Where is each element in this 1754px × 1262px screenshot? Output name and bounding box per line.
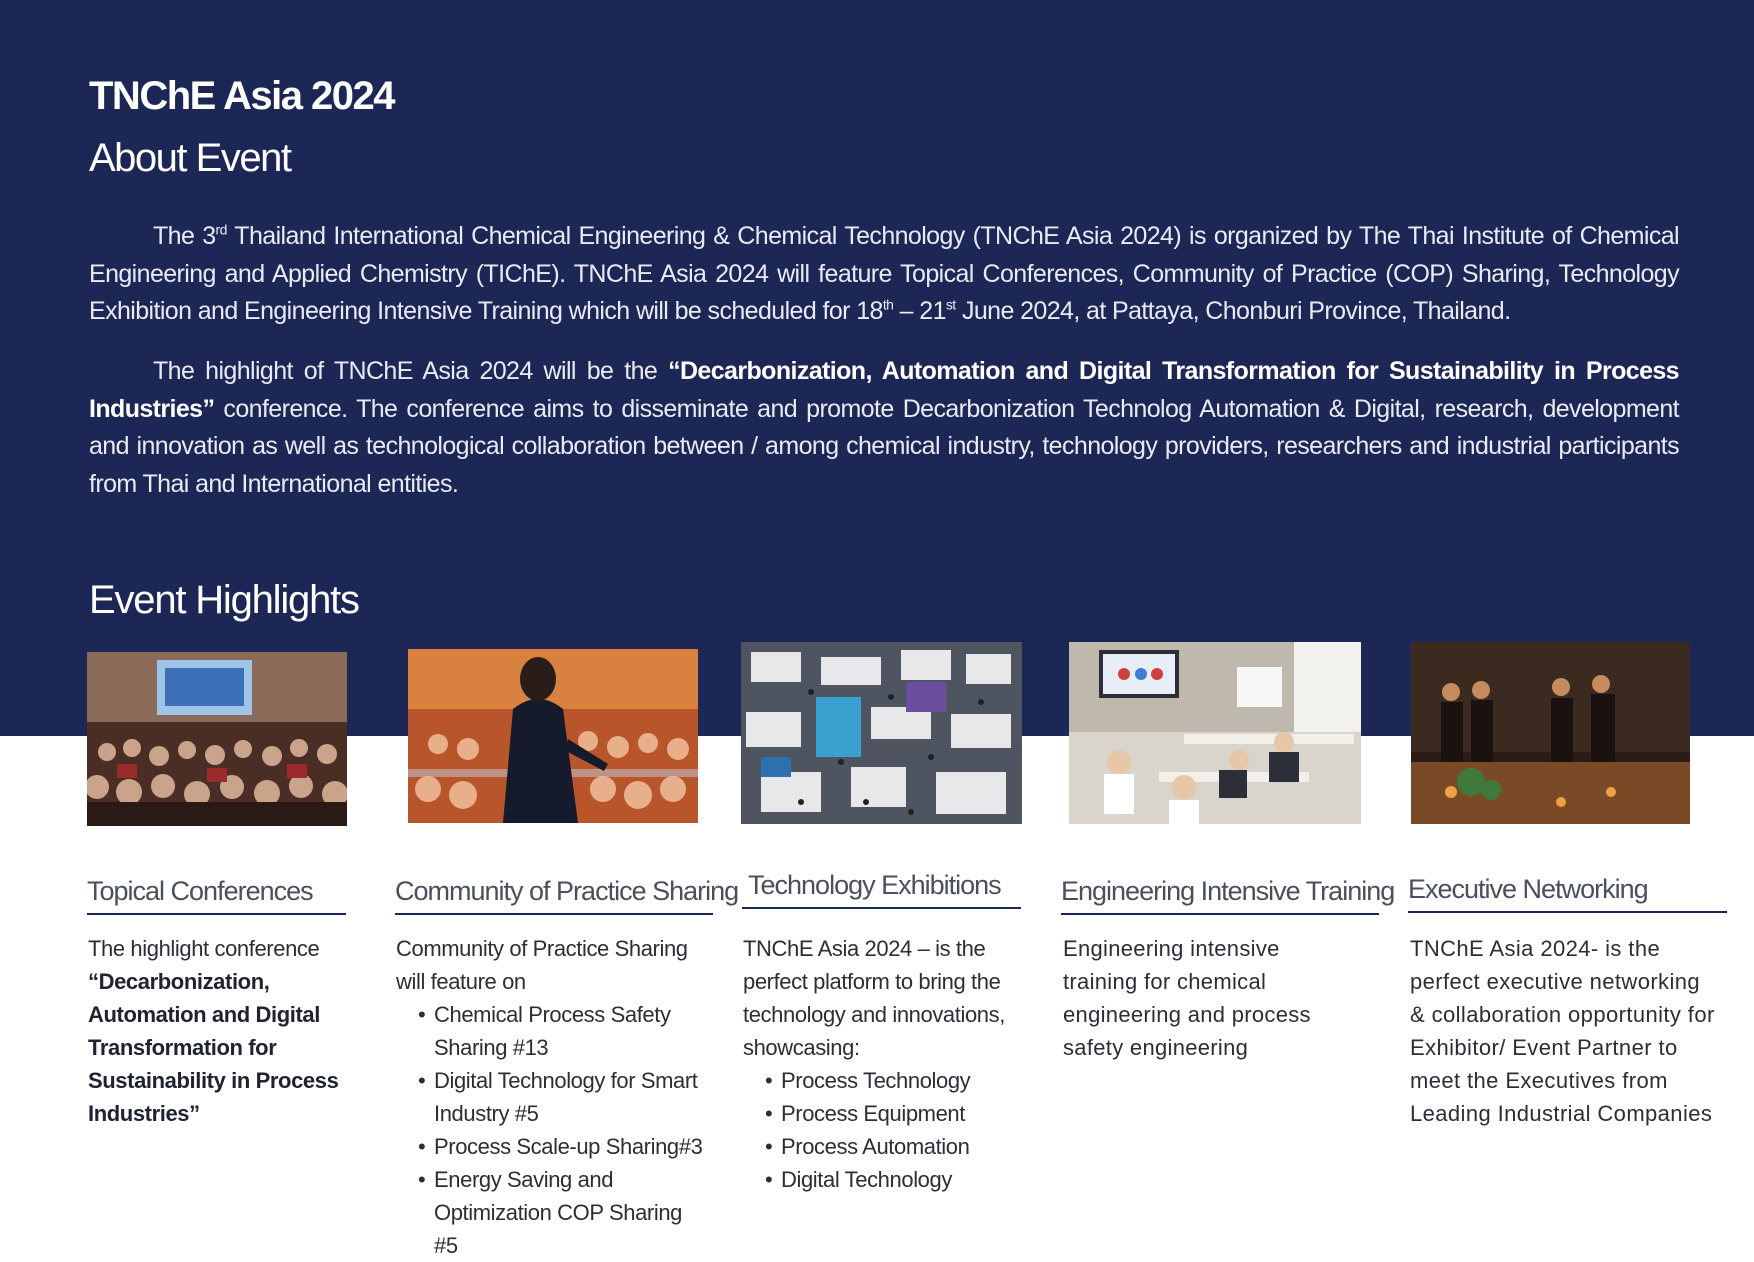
page-subtitle: About Event bbox=[89, 136, 291, 180]
cop-list bbox=[396, 998, 706, 1262]
about-paragraph-2: The highlight of TNChE Asia 2024 will be the “Decarbonization, Automation and Digital Transformation for Sustainability in Process Industries” conference. The conference aims to disseminate and promote Decarbonization Technolog Automation & Digital, research, development and innovation as well as technological collaboration between / among chemical industry, technology providers, researchers and industrial participants from Thai and International entities. bbox=[89, 357, 1679, 498]
about-paragraph-1: The 3rd Thailand International Chemical Engineering & Chemical Technology (TNChE Asia 2024) is organized by The Thai Institute of Chemical Engineering and Applied Chemistry (TIChE). TNChE Asia 2024 will feature Topical Conferences, Community of Practice (COP) Sharing, Technology Exhibition and Engineering Intensive Training which will be scheduled for 18th – 21st June 2024, at Pattaya, Chonburi Province, Thailand. bbox=[89, 221, 1679, 325]
speaker-photo bbox=[408, 649, 698, 823]
cop-body: Community of Practice Sharing will feature on • Chemical Process Safety Sharing #13 • Digital Technology for Smart Industry #5 • Process Scale-up Sharing#3 • Energy Saving and Optimization COP Sharing #5 bbox=[396, 932, 706, 1262]
tech-body: TNChE Asia 2024 – is the perfect platform to bring the technology and innovations, showcasing: • Process Technology • Process Equipment • Process Automation • Digital Technology bbox=[743, 932, 1021, 1196]
list-item: • Digital Technology bbox=[765, 1167, 952, 1192]
list-item: • Digital Technology for Smart Industry #5 bbox=[418, 1068, 698, 1126]
cop-heading: Community of Practice Sharing bbox=[395, 876, 713, 915]
tech-list bbox=[743, 1064, 1021, 1196]
topical-theme: “Decarbonization, Automation and Digital Transformation for Sustainability in Process Industries” bbox=[88, 969, 339, 1126]
conference-photo bbox=[87, 652, 347, 826]
list-item: • Chemical Process Safety Sharing #13 bbox=[418, 1002, 671, 1060]
tech-heading: Technology Exhibitions bbox=[742, 870, 1021, 909]
page-title: TNChE Asia 2024 bbox=[89, 74, 395, 118]
training-body: Engineering intensive training for chemical engineering and process safety engineering bbox=[1063, 936, 1311, 1060]
training-photo bbox=[1069, 642, 1361, 824]
topical-body: The highlight conference “Decarbonization, Automation and Digital Transformation for Sustainability in Process Industries” bbox=[88, 936, 339, 1126]
highlights-title: Event Highlights bbox=[89, 578, 359, 622]
list-item: • Process Scale-up Sharing#3 bbox=[418, 1134, 703, 1159]
topical-heading: Topical Conferences bbox=[87, 876, 346, 915]
networking-heading: Executive Networking bbox=[1408, 874, 1727, 913]
list-item: • Process Automation bbox=[765, 1134, 970, 1159]
conference-theme: “Decarbonization, Automation and Digital Transformation for Sustainability in Process Industries” bbox=[89, 357, 1679, 423]
networking-body: TNChE Asia 2024- is the perfect executive networking & collaboration opportunity for Exhibitor/ Event Partner to meet the Executives from Leading Industrial Companies bbox=[1410, 936, 1715, 1126]
exhibition-photo bbox=[741, 642, 1022, 824]
list-item: • Process Equipment bbox=[765, 1101, 965, 1126]
list-item: • Energy Saving and Optimization COP Sharing #5 bbox=[418, 1167, 682, 1258]
training-heading: Engineering Intensive Training bbox=[1061, 876, 1379, 915]
networking-photo bbox=[1411, 642, 1690, 824]
list-item: • Process Technology bbox=[765, 1068, 971, 1093]
